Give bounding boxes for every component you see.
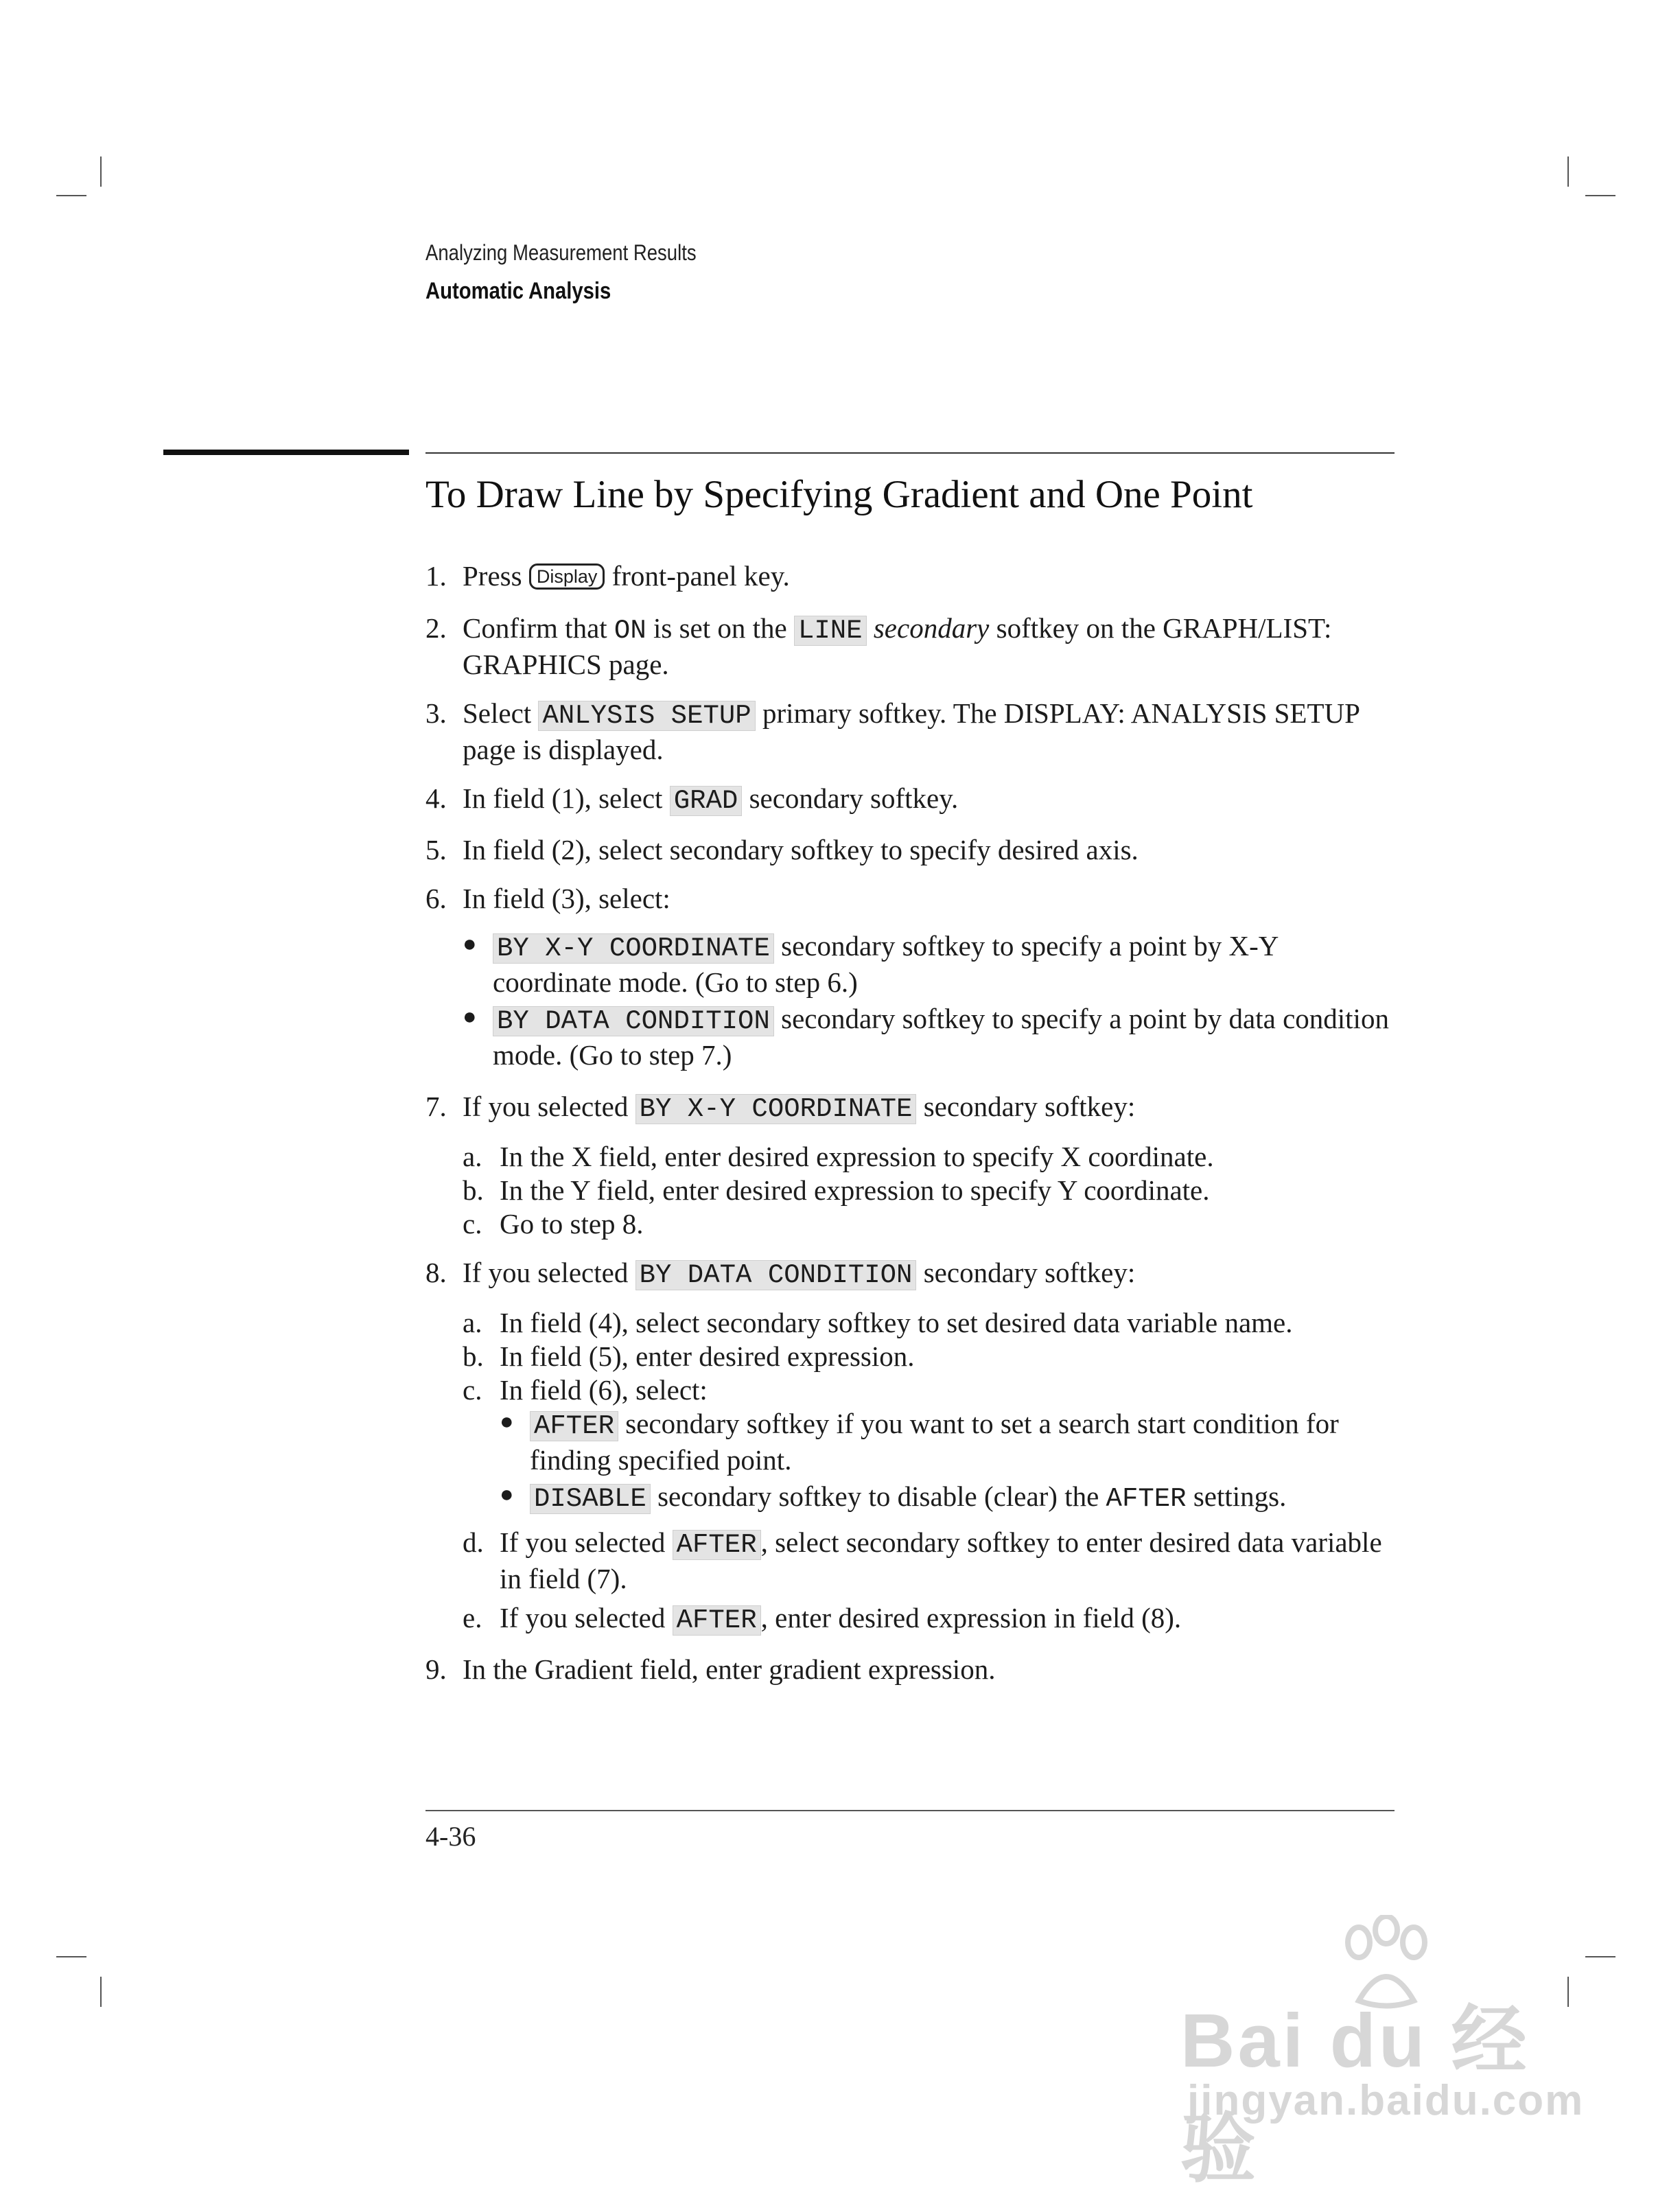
step-text — [463, 1090, 1400, 1126]
bullet-text — [530, 1407, 1400, 1477]
watermark-url: jingyan.baidu.com — [1187, 2077, 1585, 2124]
substep — [463, 1306, 1400, 1340]
bullet-description: secondary softkey to disable (clear) the — [657, 1480, 1099, 1512]
step-text-pre: Select — [463, 697, 532, 729]
bullet-icon: ● — [500, 1482, 514, 1507]
step-4 — [425, 782, 1400, 818]
bullet-description: secondary softkey to specify a point by X-Y coordinate mode. (Go to step 6.) — [493, 930, 1278, 998]
substep-letter: c. — [463, 1374, 482, 1406]
page-number: 4-36 — [425, 1821, 476, 1852]
step-number: 1. — [425, 560, 447, 592]
step-number: 8. — [425, 1257, 447, 1288]
bullet-icon: ● — [500, 1409, 514, 1434]
substep-letter: b. — [463, 1174, 484, 1206]
bullet-description: secondary softkey to specify a point by data condition mode. (Go to step 7.) — [493, 1003, 1389, 1071]
bullet-item — [500, 1480, 1400, 1516]
substep-letter: b. — [463, 1340, 484, 1372]
substep-text: In field (4), select secondary softkey to set desired data variable name. — [500, 1307, 1293, 1338]
step-9 — [425, 1653, 1400, 1686]
bullet-text — [493, 1002, 1400, 1072]
substep-letter: c. — [463, 1208, 482, 1240]
bullet-icon: ● — [463, 1004, 477, 1030]
procedure-steps — [425, 559, 1400, 1701]
display-key: Display — [529, 563, 605, 590]
step-text-post: secondary softkey. — [749, 782, 959, 814]
softkey-anlysis-setup: ANLYSIS SETUP — [538, 701, 755, 731]
bullet-text — [493, 929, 1400, 999]
step-text — [463, 559, 1400, 596]
substep-body — [500, 1373, 1400, 1519]
substep-text: In field (6), select: — [500, 1374, 708, 1406]
step-text — [463, 612, 1400, 682]
running-header-section: Analyzing Measurement Results — [425, 240, 697, 265]
step-text-pre: If you selected — [463, 1257, 629, 1288]
substep-text: In field (5), enter desired expression. — [500, 1340, 915, 1372]
step-number: 9. — [425, 1653, 447, 1685]
substep-text: In the X field, enter desired expression to specify X coordinate. — [500, 1141, 1214, 1172]
running-header-subsection: Automatic Analysis — [425, 278, 611, 304]
step-text-italic: secondary — [873, 612, 990, 644]
substep-text-post: , enter desired expression in field (8). — [760, 1602, 1182, 1634]
bullet-list — [463, 929, 1400, 1072]
step-number: 7. — [425, 1091, 447, 1122]
substep-letter: a. — [463, 1141, 482, 1172]
softkey-after: AFTER — [673, 1605, 761, 1636]
step-7 — [425, 1090, 1400, 1241]
step-number: 3. — [425, 697, 447, 729]
step-number: 4. — [425, 782, 447, 814]
step-text — [463, 1256, 1400, 1292]
softkey-after: AFTER — [530, 1411, 618, 1441]
softkey-after: AFTER — [673, 1530, 761, 1560]
softkey-by-xy-coordinate: BY X-Y COORDINATE — [635, 1094, 917, 1124]
step-body — [463, 882, 1400, 1075]
substep — [463, 1526, 1400, 1596]
softkey-by-xy-coordinate: BY X-Y COORDINATE — [493, 933, 774, 964]
softkey-disable: DISABLE — [530, 1484, 651, 1514]
substep-text: In the Y field, enter desired expression to specify Y coordinate. — [500, 1174, 1210, 1206]
step-text-mid: is set on the — [653, 612, 787, 644]
crop-mark — [56, 1956, 86, 1957]
step-2 — [425, 612, 1400, 682]
section-rule-thick — [163, 450, 409, 455]
substep — [463, 1207, 1400, 1241]
step-text: In field (2), select secondary softkey to specify desired axis. — [463, 834, 1139, 865]
step-text-post: secondary softkey: — [923, 1257, 1136, 1288]
step-1 — [425, 559, 1400, 596]
step-text-post: primary softkey. The DISPLAY: ANALYSIS SETUP page is displayed. — [463, 697, 1360, 765]
substep — [463, 1140, 1400, 1174]
page-title: To Draw Line by Specifying Gradient and One Point — [425, 473, 1253, 516]
step-body — [463, 1090, 1400, 1241]
substep-text-pre: If you selected — [500, 1526, 666, 1558]
substep-text-pre: If you selected — [500, 1602, 666, 1634]
step-text-pre: In field (1), select — [463, 782, 663, 814]
substep — [463, 1340, 1400, 1373]
softkey-grad: GRAD — [670, 786, 743, 816]
crop-mark — [100, 1977, 102, 2007]
substep-letter: e. — [463, 1602, 482, 1634]
crop-mark — [1567, 156, 1569, 187]
step-6 — [425, 882, 1400, 1075]
bullet-item — [463, 929, 1400, 999]
on-value: ON — [614, 616, 646, 646]
bullet-item — [500, 1407, 1400, 1477]
substep-text: Go to step 8. — [500, 1208, 644, 1240]
step-3 — [425, 697, 1400, 767]
substep-list — [463, 1306, 1400, 1638]
softkey-line: LINE — [794, 616, 867, 646]
substep — [463, 1174, 1400, 1207]
substep-list — [463, 1140, 1400, 1241]
step-text-pre: Confirm that — [463, 612, 607, 644]
after-value: AFTER — [1106, 1484, 1187, 1514]
bullet-tail: settings. — [1193, 1480, 1287, 1512]
step-text-post: front-panel key. — [611, 560, 790, 592]
bullet-item — [463, 1002, 1400, 1072]
watermark-main: Bai du 经验 — [1180, 1999, 1530, 2192]
baidu-watermark — [1180, 1915, 1592, 2192]
substep-text-post: , select secondary softkey to enter desired data variable in field (7). — [500, 1526, 1382, 1594]
step-body — [463, 1256, 1400, 1638]
footer-rule — [425, 1810, 1395, 1811]
softkey-by-data-condition: BY DATA CONDITION — [493, 1006, 774, 1036]
step-8 — [425, 1256, 1400, 1638]
step-text-post: secondary softkey: — [923, 1091, 1136, 1122]
step-number: 6. — [425, 883, 447, 914]
step-text — [463, 782, 1400, 818]
bullet-icon: ● — [463, 931, 477, 957]
substep — [463, 1373, 1400, 1519]
bullet-description: secondary softkey if you want to set a search start condition for finding specified point. — [530, 1408, 1339, 1476]
crop-mark — [56, 195, 86, 196]
step-number: 5. — [425, 834, 447, 865]
step-5 — [425, 833, 1400, 867]
step-number: 2. — [425, 612, 447, 644]
step-text-pre: If you selected — [463, 1091, 629, 1122]
crop-mark — [100, 156, 102, 187]
substep — [463, 1601, 1400, 1638]
step-text: In field (3), select: — [463, 883, 670, 914]
softkey-by-data-condition: BY DATA CONDITION — [635, 1260, 917, 1290]
step-text-post: softkey on the GRAPH/LIST: GRAPHICS page. — [463, 612, 1332, 680]
bullet-text — [530, 1480, 1286, 1516]
crop-mark — [1585, 195, 1615, 196]
substep-text — [500, 1601, 1181, 1638]
section-rule — [425, 452, 1395, 454]
substep-letter: a. — [463, 1307, 482, 1338]
step-text: In the Gradient field, enter gradient expression. — [463, 1653, 996, 1685]
step-text — [463, 697, 1400, 767]
substep-letter: d. — [463, 1526, 484, 1558]
substep-text — [500, 1526, 1400, 1596]
step-text-pre: Press — [463, 560, 522, 592]
